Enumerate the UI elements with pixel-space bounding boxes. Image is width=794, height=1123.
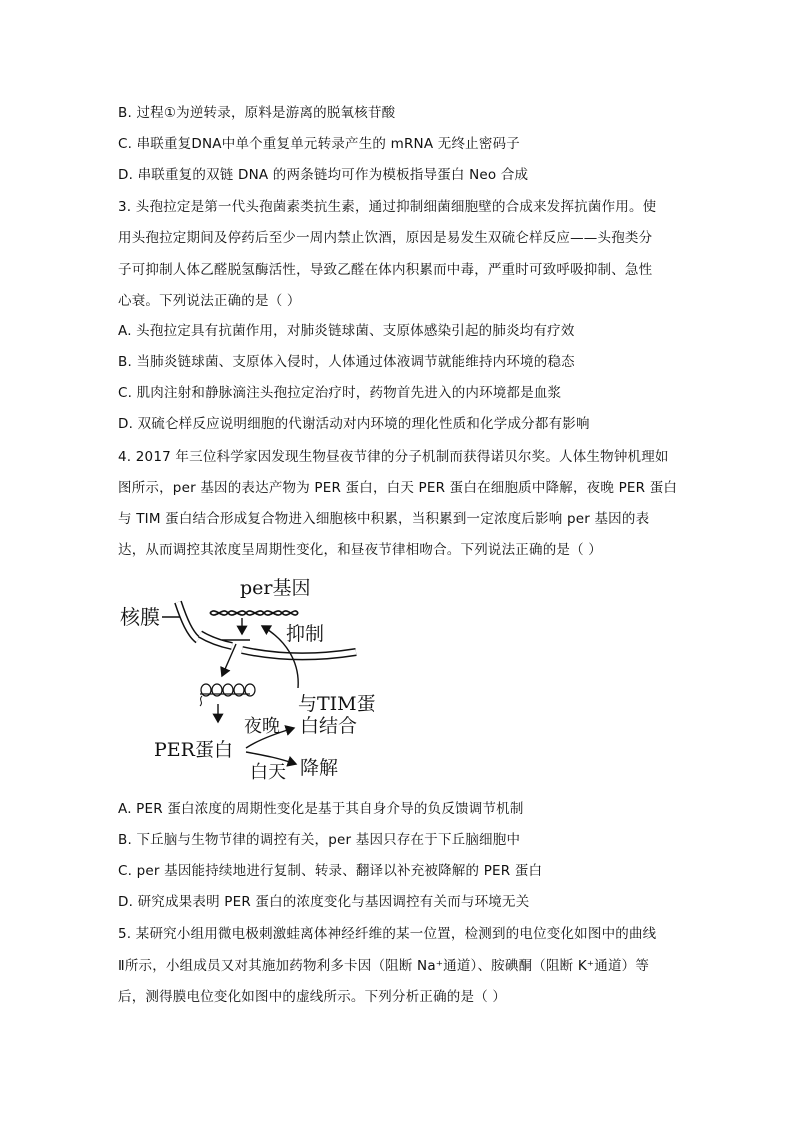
question-5-stem-line-2: Ⅱ所示，小组成员又对其施加药物利多卡因（阻断 Na⁺通道）、胺碘酮（阻断 K⁺通道）等 <box>118 958 650 974</box>
dna-helix-icon <box>210 611 298 615</box>
circadian-mechanism-diagram <box>118 570 398 790</box>
option-c-q3: C. 肌肉注射和静脉滴注头孢拉定治疗时，药物首先进入的内环境都是血浆 <box>118 385 562 401</box>
question-4-stem-line-2: 图所示，per 基因的表达产物为 PER 蛋白，白天 PER 蛋白在细胞质中降解，夜晚 PER 蛋白 <box>118 480 678 496</box>
option-d-q3: D. 双硫仑样反应说明细胞的代谢活动对内环境的理化性质和化学成分都有影响 <box>118 416 590 432</box>
option-a-q4: A. PER 蛋白浓度的周期性变化是基于其自身介导的负反馈调节机制 <box>118 801 524 817</box>
question-5-stem-line-1: 5. 某研究小组用微电极刺激蛙离体神经纤维的某一位置，检测到的电位变化如图中的曲线 <box>118 926 657 942</box>
question-5-stem-line-3: 后，测得膜电位变化如图中的虚线所示。下列分析正确的是（ ） <box>118 989 507 1005</box>
option-d-q4: D. 研究成果表明 PER 蛋白的浓度变化与基因调控有关而与环境无关 <box>118 894 530 910</box>
night-label: 夜晚 <box>244 716 280 737</box>
per-protein-label: PER蛋白 <box>154 739 233 761</box>
question-4-stem-line-3: 与 TIM 蛋白结合形成复合物进入细胞核中积累，当积累到一定浓度后影响 per 基因的表 <box>118 511 650 527</box>
nuclear-membrane-label: 核膜 <box>120 605 160 629</box>
per-gene-label: per基因 <box>240 577 311 599</box>
tim-binding-label-line-2: 白结合 <box>300 715 358 737</box>
option-b-q2: B. 过程①为逆转录，原料是游离的脱氧核苷酸 <box>118 105 396 121</box>
option-b-q3: B. 当肺炎链球菌、支原体入侵时，人体通过体液调节就能维持内环境的稳态 <box>118 354 575 370</box>
question-3-stem-line-3: 子可抑制人体乙醛脱氢酶活性，导致乙醛在体内积累而中毒，严重时可致呼吸抑制、急性 <box>118 262 653 278</box>
option-d-q2: D. 串联重复的双链 DNA 的两条链均可作为模板指导蛋白 Neo 合成 <box>118 167 529 183</box>
option-a-q3: A. 头孢拉定具有抗菌作用，对肺炎链球菌、支原体感染引起的肺炎均有疗效 <box>118 323 575 339</box>
question-3-stem-line-2: 用头孢拉定期间及停药后至少一周内禁止饮酒，原因是易发生双硫仑样反应——头孢类分 <box>118 230 653 246</box>
option-c-q4: C. per 基因能持续地进行复制、转录、翻译以补充被降解的 PER 蛋白 <box>118 863 543 879</box>
polysome-icon <box>200 684 255 706</box>
question-4-stem-line-4: 达，从而调控其浓度呈周期性变化，和昼夜节律相吻合。下列说法正确的是（ ） <box>118 542 602 558</box>
option-b-q4: B. 下丘脑与生物节律的调控有关，per 基因只存在于下丘脑细胞中 <box>118 832 521 848</box>
degrade-label: 降解 <box>300 757 339 779</box>
inhibit-label: 抑制 <box>286 623 325 645</box>
day-label: 白天 <box>250 762 286 783</box>
question-3-stem-line-1: 3. 头孢拉定是第一代头孢菌素类抗生素，通过抑制细菌细胞壁的合成来发挥抗菌作用。使 <box>118 199 657 215</box>
question-4-stem-line-1: 4. 2017 年三位科学家因发现生物昼夜节律的分子机制而获得诺贝尔奖。人体生物钟机理如 <box>118 449 669 465</box>
tim-binding-label-line-1: 与TIM蛋 <box>298 693 376 715</box>
question-3-stem-line-4: 心衰。下列说法正确的是（ ） <box>118 293 301 309</box>
option-c-q2: C. 串联重复DNA中单个重复单元转录产生的 mRNA 无终止密码子 <box>118 136 520 152</box>
